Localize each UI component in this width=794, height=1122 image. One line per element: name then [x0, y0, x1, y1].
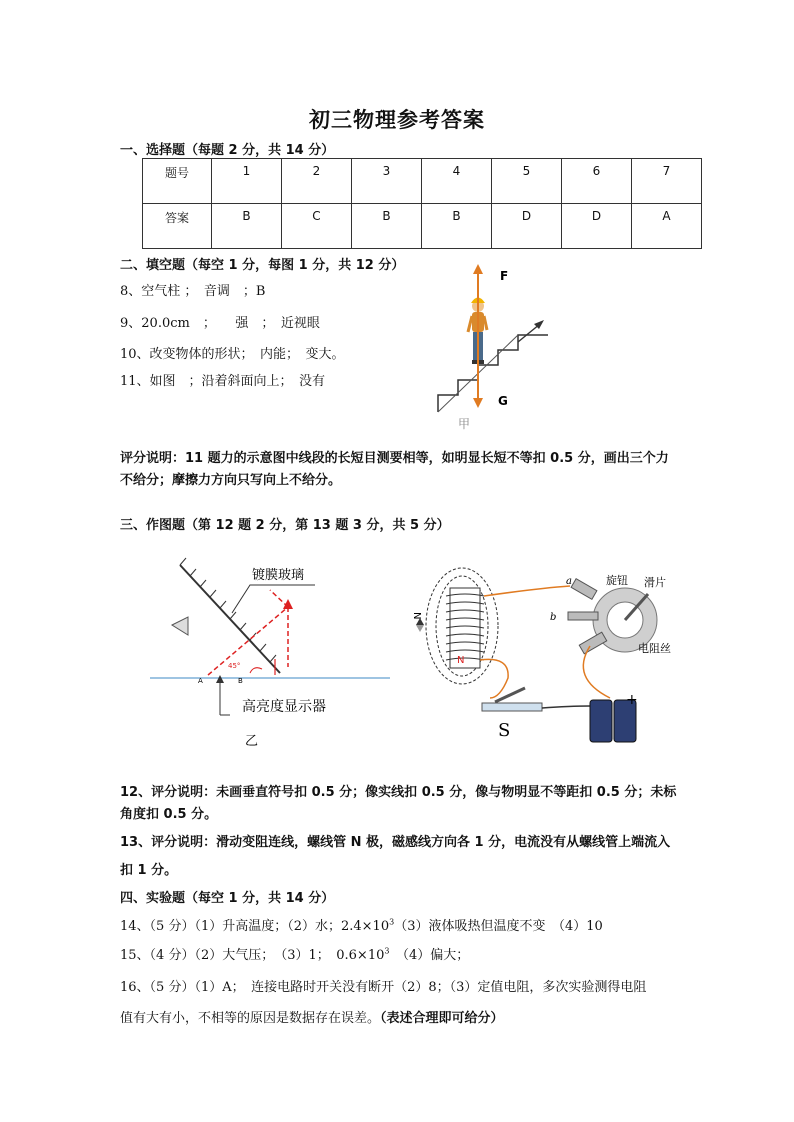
- eye-icon: [172, 617, 188, 635]
- figure-mirror: [150, 555, 390, 755]
- figure-caption-yi: 乙: [245, 734, 259, 749]
- force-g-arrowhead: [473, 398, 483, 408]
- table-cell: 1: [212, 159, 282, 204]
- label-display: 高亮度显示器: [242, 699, 326, 715]
- label-b: B: [238, 677, 243, 685]
- section2-heading: 二、填空题（每空 1 分，每图 1 分，共 12 分）: [120, 258, 405, 273]
- label-plus: +: [626, 692, 638, 708]
- answer-line-16-cont: [120, 1007, 504, 1026]
- battery-cell-1: [590, 700, 612, 742]
- switch-base: [482, 703, 542, 711]
- section1-heading: 一、选择题（每题 2 分，共 14 分）: [120, 143, 335, 158]
- terminal-b: [568, 612, 598, 620]
- force-f-arrowhead: [473, 264, 483, 274]
- label-a: A: [198, 677, 203, 685]
- section4-heading: 四、实验题（每空 1 分，共 14 分）: [120, 891, 335, 906]
- answer-line-14: [120, 915, 603, 934]
- figure-caption: 甲: [458, 417, 471, 431]
- label-g: G: [498, 394, 508, 408]
- table-cell: D: [492, 204, 562, 249]
- table-cell: 7: [632, 159, 702, 204]
- row-label-number: 题号: [143, 159, 212, 204]
- glass-leader-line: [232, 585, 315, 613]
- wire-to-battery: [583, 646, 610, 698]
- table-cell: C: [282, 204, 352, 249]
- label-slider: 滑片: [644, 576, 666, 589]
- figure-stairs: [430, 262, 560, 432]
- grading-note-12: 12、评分说明：未画垂直符号扣 0.5 分；像实线扣 0.5 分，像与物明显不等距扣 0.5 分；未标角度扣 0.5 分。: [120, 785, 677, 822]
- q15-part-a: 15、（4 分）（2）大气压； （3）1； 0.6×10: [120, 948, 385, 963]
- angle-arc: [250, 668, 262, 673]
- answer-table: [142, 158, 702, 249]
- q15-part-b: （4）偏大；: [389, 948, 470, 963]
- table-row: [143, 159, 702, 204]
- terminal-c: [579, 632, 607, 654]
- answer-line-8: 8、空气柱 ； 音调 ；B: [120, 284, 266, 299]
- q16-continued: 值有大有小，不相等的原因是数据存在误差。: [120, 1011, 381, 1026]
- table-cell: A: [632, 204, 702, 249]
- table-cell: 6: [562, 159, 632, 204]
- answer-line-15: [120, 944, 469, 963]
- table-cell: 4: [422, 159, 492, 204]
- wire-to-a: [484, 586, 570, 596]
- table-cell: B: [352, 204, 422, 249]
- label-knob: 旋钮: [606, 574, 628, 587]
- grading-note-11: 评分说明：11 题力的示意图中线段的长短目测要相等，如明显长短不等扣 0.5 分，画出三个力不给分；摩擦力方向只写向上不给分。: [120, 451, 669, 488]
- label-glass: 镀膜玻璃: [252, 568, 305, 583]
- label-n-side: N: [411, 612, 422, 620]
- table-cell: 2: [282, 159, 352, 204]
- wire-to-switch: [480, 659, 508, 698]
- q14-part-a: 14、（5 分）（1）升高温度；（2）水；2.4×10: [120, 919, 390, 934]
- answer-line-16: 16、（5 分）（1）A； 连接电路时开关没有断开（2）8；（3）定值电阻，多次实验测得电阻: [120, 980, 647, 995]
- incident-ray: [208, 607, 288, 675]
- table-cell: B: [212, 204, 282, 249]
- switch-lever: [495, 688, 525, 702]
- label-angle: 45°: [228, 662, 241, 670]
- answer-line-9: 9、20.0cm ； 强 ； 近视眼: [120, 316, 320, 331]
- label-f: F: [500, 269, 509, 283]
- q14-part-b: （3）液体吸热但温度不变 （4）10: [394, 919, 603, 934]
- q15-exponent: 3: [384, 946, 390, 956]
- q14-exponent: 3: [389, 917, 395, 927]
- table-cell: 3: [352, 159, 422, 204]
- row-label-answer: 答案: [143, 204, 212, 249]
- table-row: [143, 204, 702, 249]
- grading-note-13: 13、评分说明：滑动变阻连线，螺线管 N 极，磁感线方向各 1 分，电流没有从螺线管上端流入扣 1 分。: [120, 835, 671, 878]
- table-cell: D: [562, 204, 632, 249]
- answer-line-10: 10、改变物体的形状； 内能； 变大。: [120, 347, 345, 362]
- page-title: 初三物理参考答案: [309, 108, 485, 132]
- label-a-terminal: a: [566, 576, 572, 587]
- staircase: [438, 335, 548, 412]
- solenoid-core: [450, 588, 480, 668]
- terminal-a: [571, 579, 597, 600]
- label-n-pole: N: [457, 655, 465, 666]
- table-cell: B: [422, 204, 492, 249]
- compass-needle-tail-icon: [416, 625, 424, 632]
- wire-switch-battery: [542, 706, 590, 708]
- label-switch: S: [498, 720, 511, 741]
- display-leader-arrowhead: [216, 675, 224, 683]
- figure-circuit: [400, 548, 680, 758]
- q16-bold-note: （表述合理即可给分）: [380, 1011, 504, 1026]
- answer-line-11: 11、如图 ；沿着斜面向上； 没有: [120, 374, 326, 389]
- table-cell: 5: [492, 159, 562, 204]
- label-b-terminal: b: [550, 612, 557, 623]
- label-wire: 电阻丝: [638, 642, 671, 655]
- section3-heading: 三、作图题（第 12 题 2 分，第 13 题 3 分，共 5 分）: [120, 518, 450, 533]
